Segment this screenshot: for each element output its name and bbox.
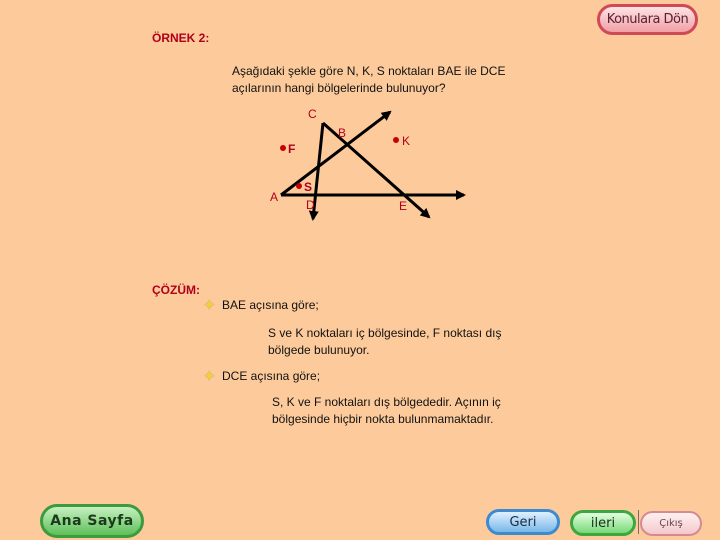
point-k [393,137,399,143]
label-d: D [306,198,315,212]
nav-divider [638,510,639,534]
example-title: ÖRNEK 2: [152,31,210,45]
star-bullet-icon: ✦ [203,297,216,314]
point-f [280,145,286,151]
solution-item-2-line-1: S, K ve F noktaları dış bölgededir. Açının iç [272,395,501,409]
question-line-2: açılarının hangi bölgelerinde bulunuyor? [232,81,446,95]
label-e: E [399,199,408,213]
geri-button[interactable] [486,509,560,535]
solution-item-1-heading: BAE açısına göre; [222,298,319,312]
label-a: A [270,190,279,204]
solution-item-1-line-2: bölgede bulunuyor. [268,343,370,357]
ana-sayfa-button[interactable] [40,504,144,538]
konulara-don-label: Konulara Dön [606,12,689,27]
label-b: B [338,126,347,140]
label-s: S [304,180,313,194]
label-f: F [288,142,296,156]
solution-item-1-line-1: S ve K noktaları iç bölgesinde, F noktası dış [268,326,502,340]
question-line-1: Aşağıdaki şekle göre N, K, S noktaları BAE ile DCE [232,64,506,78]
solution-title: ÇÖZÜM: [152,283,200,297]
geri-label: Geri [509,514,537,530]
ileri-label: ileri [590,515,616,531]
ray-ab [281,112,390,195]
label-k: K [402,134,411,148]
ana-sayfa-label: Ana Sayfa [50,513,134,529]
solution-item-2-heading: DCE açısına göre; [222,369,321,383]
ileri-button[interactable] [570,510,636,536]
label-c: C [308,107,317,121]
cikis-label: Çıkış [659,518,683,529]
star-bullet-icon: ✦ [203,368,216,385]
cikis-button[interactable] [640,511,702,536]
solution-item-2-line-2: bölgesinde hiçbir nokta bulunmamaktadır. [272,412,494,426]
point-s [296,183,302,189]
